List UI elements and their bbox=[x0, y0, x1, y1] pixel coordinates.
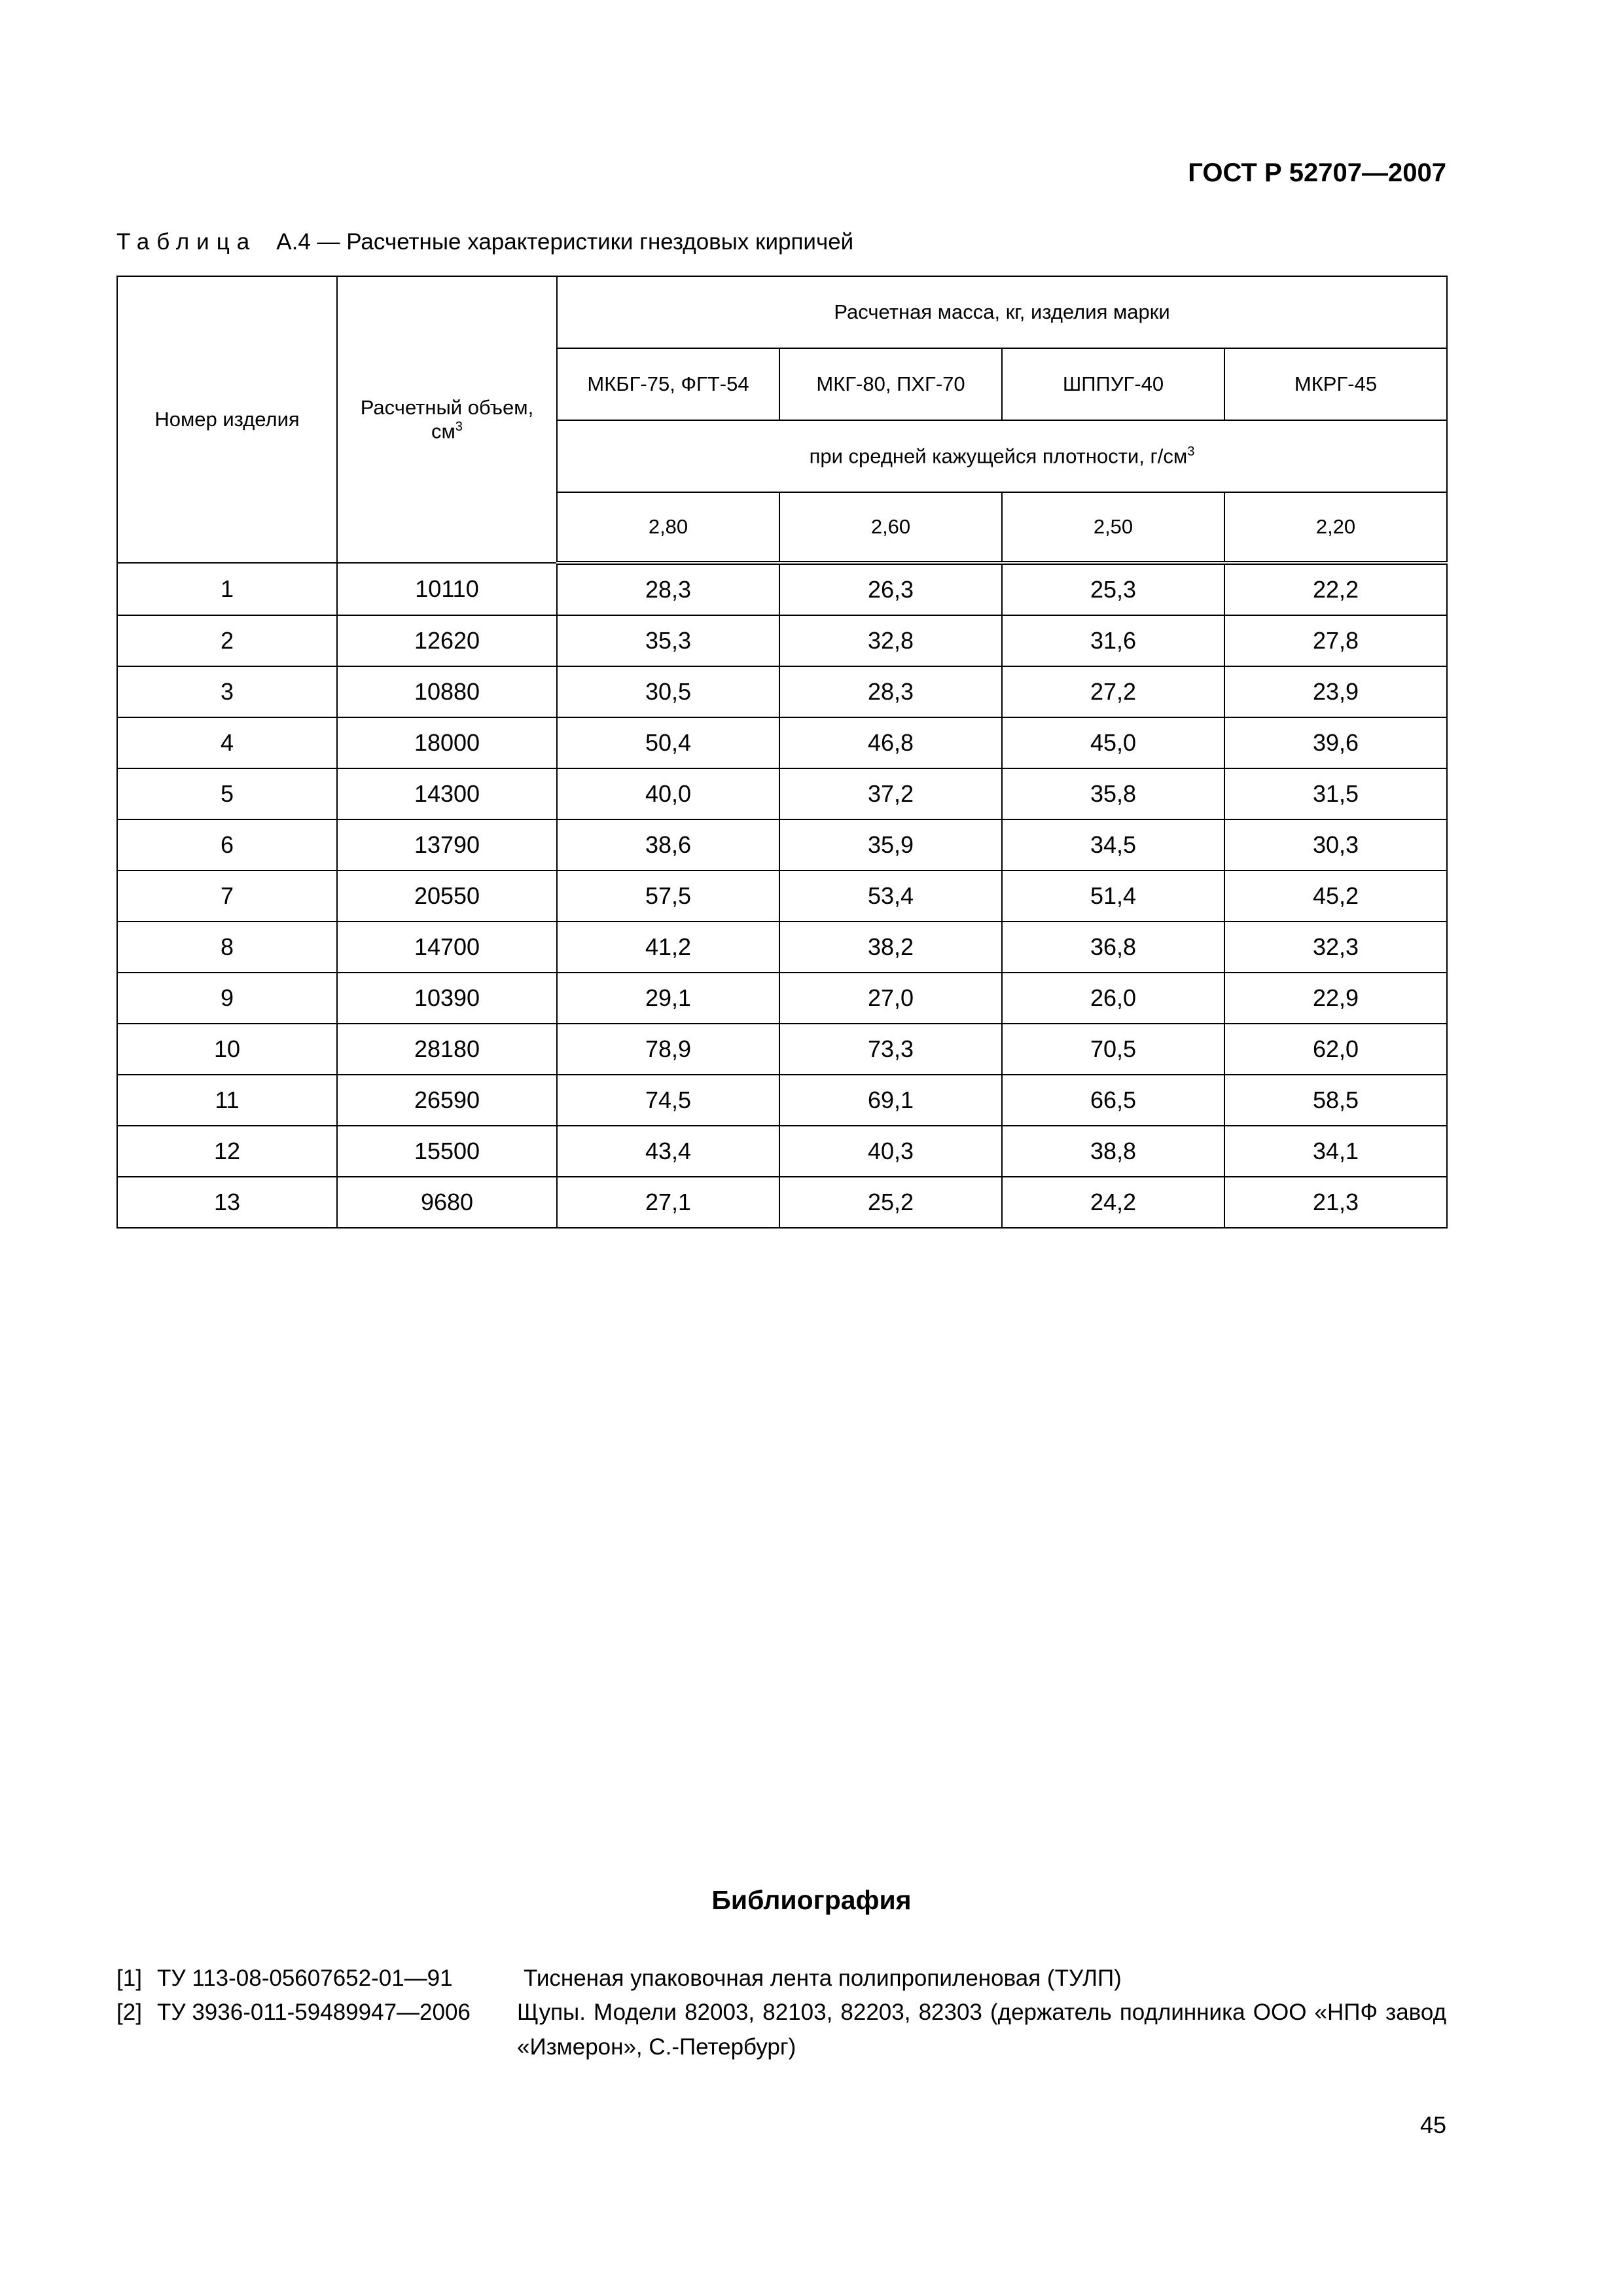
table-row bbox=[117, 819, 1447, 870]
density-unit-sup: 3 bbox=[1187, 444, 1195, 459]
table-cell: 40,3 bbox=[779, 1126, 1002, 1177]
table-cell: 10 bbox=[117, 1024, 337, 1075]
table-cell: 8 bbox=[117, 922, 337, 973]
table-caption bbox=[116, 229, 853, 255]
table-cell: 39,6 bbox=[1224, 717, 1447, 768]
brand-header: МКГ-80, ПХГ-70 bbox=[779, 348, 1002, 420]
table-cell: 25,3 bbox=[1002, 563, 1224, 615]
reference-number: [1] bbox=[116, 1965, 142, 1991]
table-cell: 7 bbox=[117, 870, 337, 922]
table-cell: 26590 bbox=[337, 1075, 557, 1126]
table-row bbox=[117, 870, 1447, 922]
table-cell: 27,8 bbox=[1224, 615, 1447, 666]
table-cell: 73,3 bbox=[779, 1024, 1002, 1075]
brick-characteristics-table bbox=[116, 276, 1448, 1229]
density-value: 2,50 bbox=[1002, 492, 1224, 563]
table-cell: 6 bbox=[117, 819, 337, 870]
table-row bbox=[117, 973, 1447, 1024]
table-cell: 30,3 bbox=[1224, 819, 1447, 870]
table-cell: 35,3 bbox=[557, 615, 779, 666]
table-row bbox=[117, 922, 1447, 973]
table-cell: 37,2 bbox=[779, 768, 1002, 819]
table-cell: 53,4 bbox=[779, 870, 1002, 922]
reference-text: Тисненая упаковочная лента полипропиленовая (ТУЛП) bbox=[524, 1965, 1122, 1991]
table-cell: 22,2 bbox=[1224, 563, 1447, 615]
table-cell: 10390 bbox=[337, 973, 557, 1024]
table-cell: 38,2 bbox=[779, 922, 1002, 973]
table-cell: 70,5 bbox=[1002, 1024, 1224, 1075]
table-cell: 26,0 bbox=[1002, 973, 1224, 1024]
density-value: 2,80 bbox=[557, 492, 779, 563]
table-cell: 43,4 bbox=[557, 1126, 779, 1177]
column-header-volume bbox=[337, 276, 557, 563]
table-cell: 12 bbox=[117, 1126, 337, 1177]
table-cell: 9 bbox=[117, 973, 337, 1024]
brand-header: МКРГ-45 bbox=[1224, 348, 1447, 420]
table-row bbox=[117, 768, 1447, 819]
table-cell: 14700 bbox=[337, 922, 557, 973]
table-cell: 5 bbox=[117, 768, 337, 819]
table-caption-word: Таблица bbox=[116, 229, 257, 255]
table-cell: 11 bbox=[117, 1075, 337, 1126]
table-cell: 58,5 bbox=[1224, 1075, 1447, 1126]
table-row bbox=[117, 1126, 1447, 1177]
table-row bbox=[117, 717, 1447, 768]
table-cell: 18000 bbox=[337, 717, 557, 768]
table-cell: 30,5 bbox=[557, 666, 779, 717]
table-caption-text: А.4 — Расчетные характеристики гнездовых кирпичей bbox=[276, 229, 854, 255]
table-cell: 38,6 bbox=[557, 819, 779, 870]
table-cell: 34,1 bbox=[1224, 1126, 1447, 1177]
table-cell: 78,9 bbox=[557, 1024, 779, 1075]
table-cell: 25,2 bbox=[779, 1177, 1002, 1228]
table-cell: 28,3 bbox=[779, 666, 1002, 717]
table-cell: 45,2 bbox=[1224, 870, 1447, 922]
density-label: при средней кажущейся плотности, г/см bbox=[809, 444, 1188, 468]
table-cell: 69,1 bbox=[779, 1075, 1002, 1126]
table-cell: 66,5 bbox=[1002, 1075, 1224, 1126]
table-cell: 10110 bbox=[337, 563, 557, 615]
table-cell: 23,9 bbox=[1224, 666, 1447, 717]
table-cell: 41,2 bbox=[557, 922, 779, 973]
table-cell: 32,8 bbox=[779, 615, 1002, 666]
table-cell: 28,3 bbox=[557, 563, 779, 615]
table-cell: 4 bbox=[117, 717, 337, 768]
table-cell: 45,0 bbox=[1002, 717, 1224, 768]
density-header bbox=[557, 420, 1447, 492]
table-cell: 38,8 bbox=[1002, 1126, 1224, 1177]
table-cell: 35,8 bbox=[1002, 768, 1224, 819]
table-cell: 50,4 bbox=[557, 717, 779, 768]
mass-header: Расчетная масса, кг, изделия марки bbox=[557, 276, 1447, 348]
table-cell: 62,0 bbox=[1224, 1024, 1447, 1075]
reference-text: Щупы. Модели 82003, 82103, 82203, 82303 (держатель подлинника ООО «НПФ завод «Измерон», С.-Петербург) bbox=[517, 2000, 1446, 2060]
table-cell: 10880 bbox=[337, 666, 557, 717]
reference-number: [2] bbox=[116, 2000, 142, 2025]
table-row bbox=[117, 1075, 1447, 1126]
brand-header: МКБГ-75, ФГТ-54 bbox=[557, 348, 779, 420]
volume-unit-sup: 3 bbox=[455, 419, 463, 434]
table-cell: 12620 bbox=[337, 615, 557, 666]
table-cell: 9680 bbox=[337, 1177, 557, 1228]
table-cell: 21,3 bbox=[1224, 1177, 1447, 1228]
table-cell: 13790 bbox=[337, 819, 557, 870]
table-row bbox=[117, 615, 1447, 666]
table-cell: 35,9 bbox=[779, 819, 1002, 870]
reference-code: ТУ 3936-011-59489947—2006 bbox=[157, 2000, 471, 2025]
table-cell: 27,2 bbox=[1002, 666, 1224, 717]
page-number: 45 bbox=[1419, 2111, 1446, 2138]
table-cell: 28180 bbox=[337, 1024, 557, 1075]
bibliography-title: Библиография bbox=[711, 1885, 912, 1915]
table-cell: 2 bbox=[117, 615, 337, 666]
table-cell: 29,1 bbox=[557, 973, 779, 1024]
table-cell: 26,3 bbox=[779, 563, 1002, 615]
volume-label: Расчетный объем, bbox=[360, 395, 534, 419]
table-cell: 20550 bbox=[337, 870, 557, 922]
brand-header: ШППУГ-40 bbox=[1002, 348, 1224, 420]
table-cell: 27,0 bbox=[779, 973, 1002, 1024]
table-cell: 15500 bbox=[337, 1126, 557, 1177]
density-value: 2,60 bbox=[779, 492, 1002, 563]
table-row bbox=[117, 563, 1447, 615]
table-cell: 36,8 bbox=[1002, 922, 1224, 973]
table-body bbox=[117, 563, 1447, 1228]
table-cell: 51,4 bbox=[1002, 870, 1224, 922]
table-cell: 40,0 bbox=[557, 768, 779, 819]
table-row bbox=[117, 666, 1447, 717]
table-cell: 3 bbox=[117, 666, 337, 717]
column-header-number: Номер изделия bbox=[117, 276, 337, 563]
table-cell: 32,3 bbox=[1224, 922, 1447, 973]
document-code: ГОСТ Р 52707—2007 bbox=[1188, 158, 1446, 187]
density-value: 2,20 bbox=[1224, 492, 1447, 563]
table-cell: 46,8 bbox=[779, 717, 1002, 768]
table-cell: 13 bbox=[117, 1177, 337, 1228]
table-cell: 27,1 bbox=[557, 1177, 779, 1228]
table-row bbox=[117, 1177, 1447, 1228]
table-cell: 1 bbox=[117, 563, 337, 615]
table-cell: 24,2 bbox=[1002, 1177, 1224, 1228]
table-cell: 22,9 bbox=[1224, 973, 1447, 1024]
table-cell: 57,5 bbox=[557, 870, 779, 922]
table-cell: 34,5 bbox=[1002, 819, 1224, 870]
table-cell: 74,5 bbox=[557, 1075, 779, 1126]
table-cell: 31,6 bbox=[1002, 615, 1224, 666]
table-cell: 14300 bbox=[337, 768, 557, 819]
volume-unit: см bbox=[431, 420, 455, 443]
table-row bbox=[117, 1024, 1447, 1075]
table-cell: 31,5 bbox=[1224, 768, 1447, 819]
reference-code: ТУ 113-08-05607652-01—91 bbox=[157, 1965, 453, 1991]
